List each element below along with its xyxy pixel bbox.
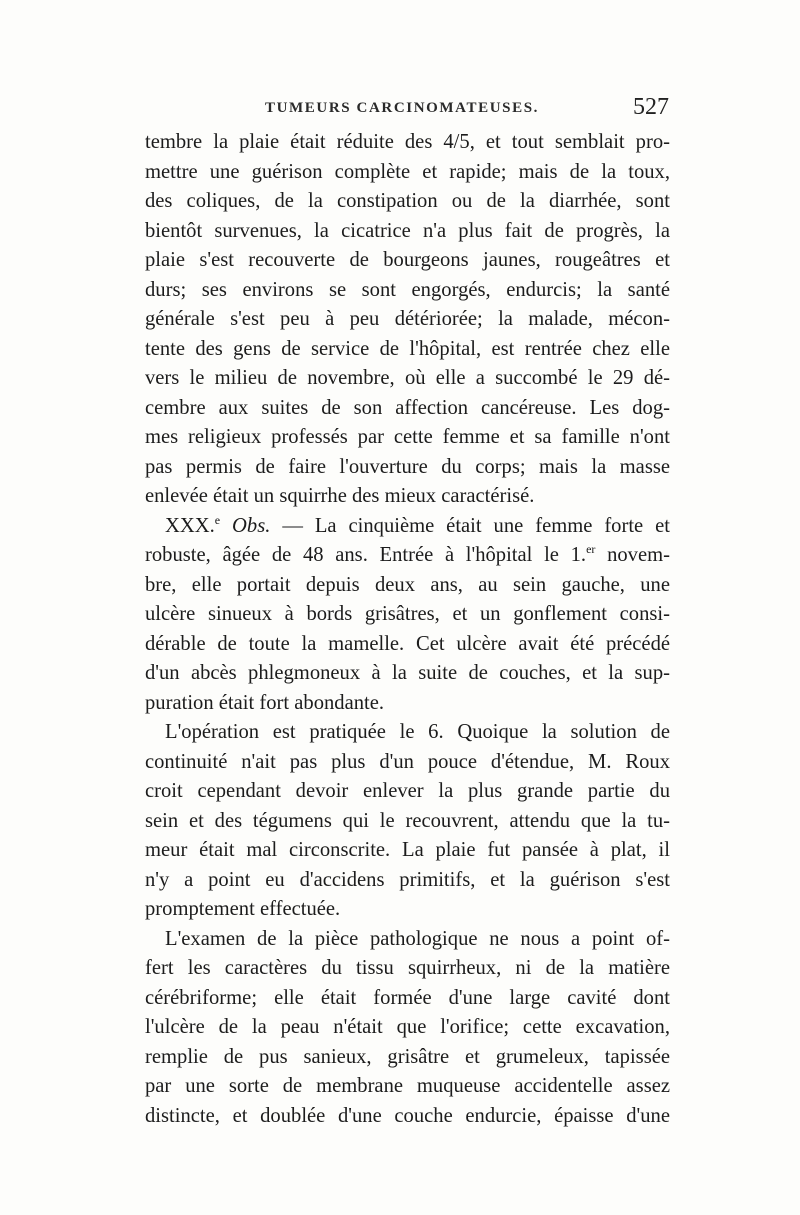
text-line: plaie s'est recouverte de bourgeons jaunes, rougeâtres et: [145, 249, 670, 271]
text-line: n'y a point eu d'accidens primitifs, et la guérison s'est: [145, 868, 670, 891]
text-line: [145, 541, 670, 571]
text-line: durs; ses environs se sont engorgés, endurcis; la santé: [145, 278, 670, 301]
text-line: meur était mal circonscrite. La plaie fut pansée à plat, il: [145, 839, 670, 861]
text-line: remplie de pus sanieux, grisâtre et grumeleux, tapissée: [145, 1045, 670, 1068]
obs-text: — La cinquième était une femme forte et: [282, 514, 670, 537]
page-number: 527: [633, 94, 669, 120]
text-line: dérable de toute la mamelle. Cet ulcère avait été précédé: [145, 632, 670, 655]
text-line: sein et des tégumens qui le recouvrent, attendu que la tu-: [145, 809, 670, 832]
text-line: bientôt survenues, la cicatrice n'a plus fait de progrès, la: [145, 219, 670, 242]
ordinal-superscript: er: [586, 542, 596, 557]
text-line: fert les caractères du tissu squirrheux, ni de la matière: [145, 957, 670, 979]
text-line: bre, elle portait depuis deux ans, au sein gauche, une: [145, 573, 670, 596]
text-line: croit cependant devoir enlever la plus grande partie du: [145, 780, 670, 802]
text-line: cembre aux suites de son affection cancéreuse. Les dog-: [145, 396, 670, 419]
text-line: distincte, et doublée d'une couche endurcie, épaisse d'une: [145, 1104, 670, 1127]
text-line: tembre la plaie était réduite des 4/5, et tout semblait pro-: [145, 131, 670, 153]
text-line: continuité n'ait pas plus d'un pouce d'étendue, M. Roux: [145, 750, 670, 773]
text-line: ulcère sinueux à bords grisâtres, et un gonflement consi-: [145, 603, 670, 625]
text-line: pas permis de faire l'ouverture du corps; mais la masse: [145, 455, 670, 478]
running-head: TUMEURS CARCINOMATEUSES.: [265, 100, 539, 116]
text-line: L'examen de la pièce pathologique ne nous a point of-: [165, 927, 670, 950]
text-line: tente des gens de service de l'hôpital, est rentrée chez elle: [145, 337, 670, 360]
text-line: des coliques, de la constipation ou de la diarrhée, sont: [145, 190, 670, 212]
text-line: enlevée était un squirrhe des mieux caractérisé.: [145, 485, 535, 507]
text-line: l'ulcère de la peau n'était que l'orifice; cette excavation,: [145, 1016, 670, 1038]
text-line: puration était fort abondante.: [145, 691, 385, 714]
page-header: [145, 96, 669, 130]
obs-label: Obs.: [232, 514, 271, 537]
ordinal-superscript: e: [214, 512, 221, 527]
text-line: par une sorte de membrane muqueuse accidentelle assez: [145, 1075, 670, 1097]
text-line: vers le milieu de novembre, où elle a succombé le 29 dé-: [145, 367, 670, 389]
text-segment: novem-: [607, 544, 670, 566]
text-segment: robuste, âgée de 48 ans. Entrée à l'hôpital le 1.: [145, 544, 587, 566]
text-line: mes religieux professés par cette femme et sa famille n'ont: [145, 426, 670, 448]
text-line: L'opération est pratiquée le 6. Quoique la solution de: [165, 721, 670, 743]
text-line: d'un abcès phlegmoneux à la suite de couches, et la sup-: [145, 662, 670, 684]
text-line: cérébriforme; elle était formée d'une large cavité dont: [145, 986, 670, 1009]
body-text: [145, 128, 670, 1131]
text-line: générale s'est peu à peu détériorée; la malade, mécon-: [145, 308, 670, 330]
text-line: promptement effectuée.: [145, 898, 341, 920]
observation-number: XXX.: [165, 514, 215, 537]
observation-heading-line: [145, 512, 670, 542]
text-line: mettre une guérison complète et rapide; mais de la toux,: [145, 160, 670, 183]
